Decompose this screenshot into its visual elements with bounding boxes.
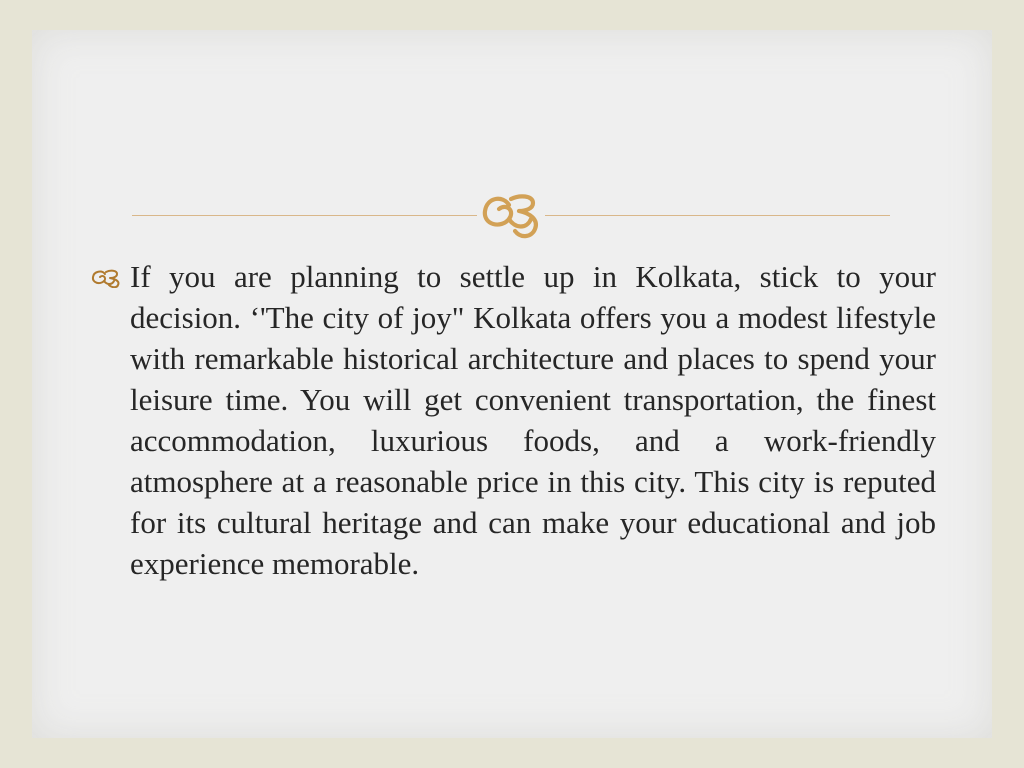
divider-line-right xyxy=(545,215,890,216)
curly-bullet-icon xyxy=(90,268,126,288)
body-paragraph: If you are planning to settle up in Kolkata, stick to your decision. ‘'The city of joy" Kolkata offers you a modest lifestyle with remarkable historical architecture and places to spend your leisure time. You will get convenient transportation, the finest accommodation, luxurious foods, and a work-friendly atmosphere at a reasonable price in this city. This city is reputed for its cultural heritage and can make your educational and job experience memorable. xyxy=(130,259,936,581)
bullet-list xyxy=(90,256,936,584)
title-divider xyxy=(132,185,890,245)
curly-ornament-icon xyxy=(477,185,545,245)
divider-line-left xyxy=(132,215,477,216)
